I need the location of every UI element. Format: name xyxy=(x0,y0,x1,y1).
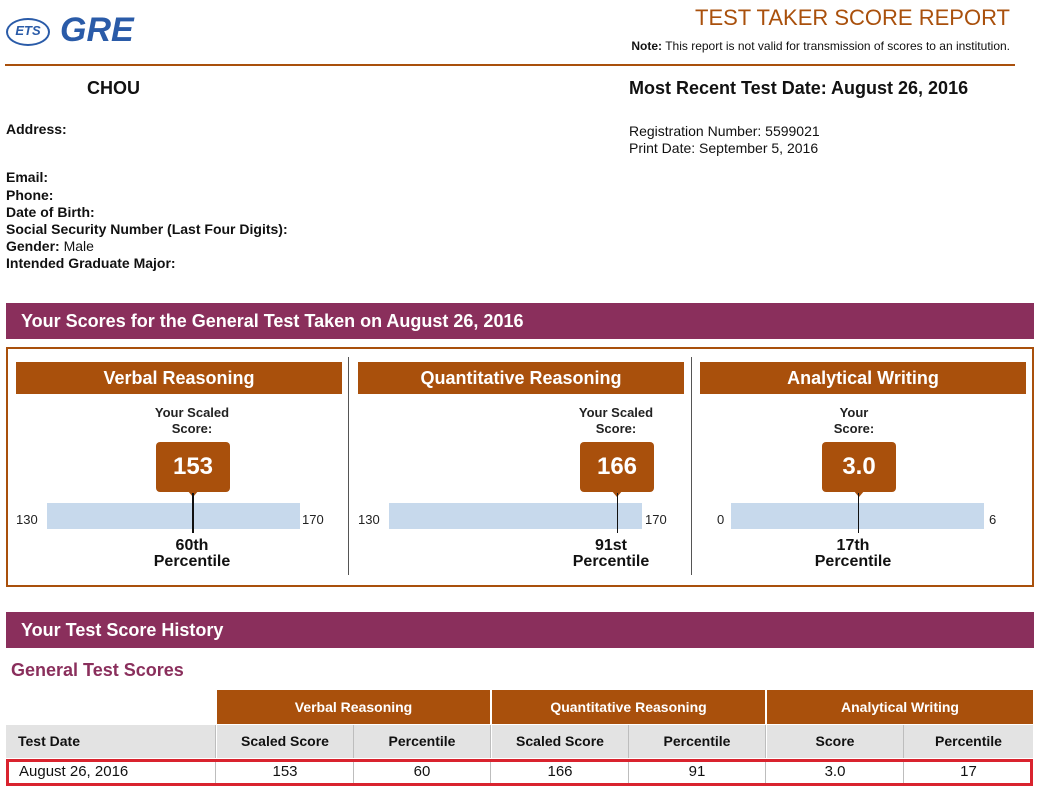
note-label: Note: xyxy=(631,39,663,53)
table-row-test-date: August 26, 2016 xyxy=(6,760,216,784)
gender-label: Gender: xyxy=(6,238,60,254)
quant-score-label: Your Scaled Score: xyxy=(578,405,654,436)
verbal-score-bar xyxy=(47,503,300,529)
note-text: This report is not valid for transmission of scores to an institution. xyxy=(665,39,1010,53)
table-row-quant-percentile: 91 xyxy=(629,760,766,784)
table-row-writing-score: 3.0 xyxy=(767,760,904,784)
col-test-date: Test Date xyxy=(6,725,216,758)
table-row-quant-scaled: 166 xyxy=(492,760,629,784)
col-writing-score: Score xyxy=(767,725,904,758)
report-title: TEST TAKER SCORE REPORT xyxy=(695,5,1010,30)
header-divider xyxy=(5,64,1015,66)
gender-value: Male xyxy=(63,238,94,254)
phone-label: Phone: xyxy=(6,187,54,203)
writing-percentile: 17th Percentile xyxy=(814,537,892,570)
verbal-max-label: 170 xyxy=(302,512,324,527)
writing-score-tip xyxy=(853,490,865,497)
ssn-label: Social Security Number (Last Four Digits): xyxy=(6,221,288,237)
major-label: Intended Graduate Major: xyxy=(6,255,176,271)
writing-score-label: Your Score: xyxy=(833,405,875,436)
table-group-writing: Analytical Writing xyxy=(767,690,1033,724)
verbal-percentile: 60th Percentile xyxy=(153,537,231,570)
quant-max-label: 170 xyxy=(645,512,667,527)
table-row-verbal-scaled: 153 xyxy=(217,760,354,784)
writing-section-header: Analytical Writing xyxy=(700,362,1026,394)
registration-number: Registration Number: 5599021 xyxy=(629,123,820,139)
verbal-score-box: 153 xyxy=(156,442,230,492)
writing-min-label: 0 xyxy=(717,512,725,527)
quant-score-pointer xyxy=(617,493,619,533)
table-group-quant: Quantitative Reasoning xyxy=(492,690,765,724)
table-row-verbal-percentile: 60 xyxy=(354,760,491,784)
quant-score-bar xyxy=(389,503,642,529)
writing-score-pointer xyxy=(858,493,860,533)
quant-min-label: 130 xyxy=(358,512,380,527)
table-row-writing-percentile: 17 xyxy=(960,763,977,780)
col-quant-scaled: Scaled Score xyxy=(492,725,629,758)
quant-percentile: 91st Percentile xyxy=(572,537,650,570)
verbal-score-pointer xyxy=(192,493,194,533)
col-verbal-scaled: Scaled Score xyxy=(217,725,354,758)
panel-divider xyxy=(691,357,692,575)
print-date: Print Date: September 5, 2016 xyxy=(629,140,819,156)
quant-section-header: Quantitative Reasoning xyxy=(358,362,684,394)
col-writing-percentile: Percentile xyxy=(904,725,1033,758)
col-verbal-percentile: Percentile xyxy=(354,725,491,758)
table-group-verbal: Verbal Reasoning xyxy=(217,690,490,724)
dob-label: Date of Birth: xyxy=(6,204,95,220)
verbal-score-label: Your Scaled Score: xyxy=(154,405,230,436)
most-recent-test-date: Most Recent Test Date: August 26, 2016 xyxy=(629,78,969,98)
scores-banner: Your Scores for the General Test Taken on August 26, 2016 xyxy=(6,303,1034,339)
address-label: Address: xyxy=(6,121,67,137)
row-highlight xyxy=(6,759,1033,786)
verbal-section-header: Verbal Reasoning xyxy=(16,362,342,394)
writing-max-label: 6 xyxy=(989,512,997,527)
general-test-scores-title: General Test Scores xyxy=(11,660,184,680)
ets-logo: ETS xyxy=(6,18,50,46)
candidate-name: CHOU xyxy=(87,78,140,98)
gre-logo: GRE xyxy=(60,11,134,49)
history-banner: Your Test Score History xyxy=(6,612,1034,648)
gender-line xyxy=(6,238,94,254)
quant-score-box: 166 xyxy=(580,442,654,492)
col-quant-percentile: Percentile xyxy=(629,725,766,758)
writing-score-box: 3.0 xyxy=(822,442,896,492)
verbal-min-label: 130 xyxy=(16,512,38,527)
panel-divider xyxy=(348,357,349,575)
email-label: Email: xyxy=(6,169,49,185)
report-note xyxy=(631,39,1010,53)
